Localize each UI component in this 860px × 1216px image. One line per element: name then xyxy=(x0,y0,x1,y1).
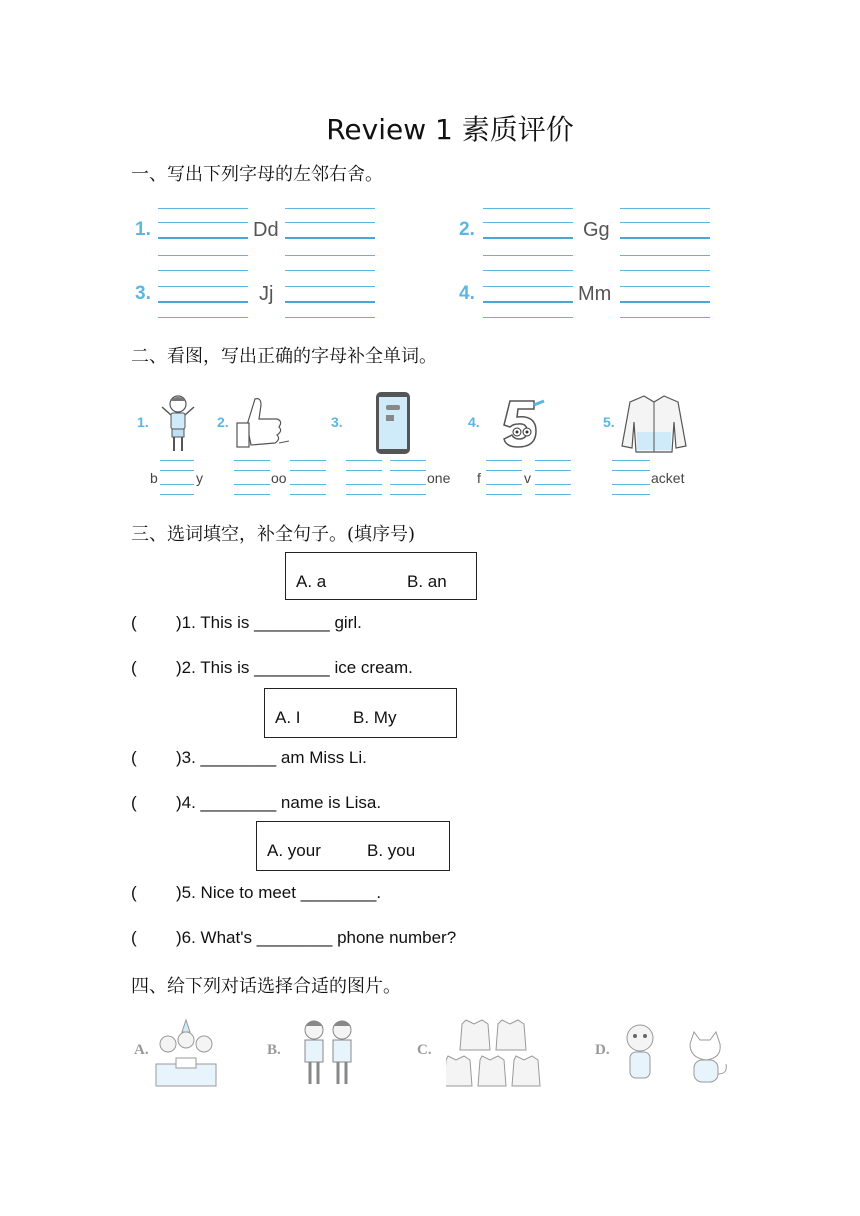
writing-line xyxy=(285,317,375,318)
writing-line xyxy=(483,222,573,223)
writing-line xyxy=(620,317,710,318)
writing-line xyxy=(234,460,270,461)
answer-line[interactable] xyxy=(483,301,573,303)
options-box xyxy=(256,821,450,871)
writing-line xyxy=(158,255,248,256)
writing-line xyxy=(483,255,573,256)
writing-line xyxy=(483,208,573,209)
option-a: A. a xyxy=(296,572,327,591)
section-2-heading: 二、看图，写出正确的字母补全单词。 xyxy=(131,346,437,367)
answer-line[interactable] xyxy=(285,237,375,239)
two-boys-icon[interactable] xyxy=(296,1016,360,1088)
answer-paren[interactable]: ( xyxy=(131,883,137,902)
letter-prompt: Jj xyxy=(259,283,274,305)
question-text: )1. This is ________ girl. xyxy=(176,613,362,632)
writing-line xyxy=(158,270,248,271)
answer-paren[interactable]: ( xyxy=(131,658,137,677)
answer-line[interactable] xyxy=(620,301,710,303)
writing-line xyxy=(160,460,194,461)
writing-line xyxy=(483,286,573,287)
letter-prompt: Gg xyxy=(583,219,610,241)
jackets-icon[interactable] xyxy=(446,1018,544,1088)
writing-line xyxy=(535,494,571,495)
letter-prompt: Dd xyxy=(253,219,279,241)
word-prefix: b xyxy=(150,470,158,486)
picture-label: A. xyxy=(134,1042,149,1058)
writing-line xyxy=(285,208,375,209)
answer-line[interactable] xyxy=(390,484,426,485)
question-text: )2. This is ________ ice cream. xyxy=(176,658,413,677)
word-suffix: oo xyxy=(271,470,287,486)
word-suffix: y xyxy=(196,470,203,486)
writing-line xyxy=(390,494,426,495)
section-4-heading: 四、给下列对话选择合适的图片。 xyxy=(131,976,401,997)
word-suffix: acket xyxy=(651,470,685,486)
writing-line xyxy=(234,470,270,471)
item-number: 4. xyxy=(459,283,475,304)
word-prefix: f xyxy=(477,470,481,486)
writing-line xyxy=(486,460,522,461)
item-number: 3. xyxy=(135,283,151,304)
option-b: B. an xyxy=(407,572,447,591)
answer-line[interactable] xyxy=(160,484,194,485)
birthday-party-icon[interactable] xyxy=(154,1018,218,1088)
writing-line xyxy=(285,222,375,223)
question-text: )6. What's ________ phone number? xyxy=(176,928,457,947)
writing-line xyxy=(620,286,710,287)
writing-line xyxy=(483,317,573,318)
picture-label: B. xyxy=(267,1042,281,1058)
question-text: )3. ________ am Miss Li. xyxy=(176,748,367,767)
answer-line[interactable] xyxy=(346,484,382,485)
picture-label: D. xyxy=(595,1042,610,1058)
writing-line xyxy=(158,286,248,287)
item-number: 1. xyxy=(137,414,149,430)
word-suffix: one xyxy=(427,470,451,486)
writing-line xyxy=(285,255,375,256)
writing-line xyxy=(290,494,326,495)
question-text: )4. ________ name is Lisa. xyxy=(176,793,382,812)
item-number: 1. xyxy=(135,219,151,240)
thumb-up-icon xyxy=(233,395,289,453)
writing-line xyxy=(160,494,194,495)
options-box xyxy=(264,688,457,738)
option-b: B. you xyxy=(367,841,416,860)
section-3-heading: 三、选词填空，补全句子。(填序号) xyxy=(131,524,416,545)
answer-line[interactable] xyxy=(535,484,571,485)
writing-line xyxy=(620,270,710,271)
jacket-icon xyxy=(620,392,688,456)
picture-label: C. xyxy=(417,1042,432,1058)
writing-line xyxy=(285,286,375,287)
writing-line xyxy=(486,494,522,495)
letter-prompt: Mm xyxy=(578,283,612,305)
writing-line xyxy=(158,222,248,223)
answer-paren[interactable]: ( xyxy=(131,613,137,632)
answer-line[interactable] xyxy=(290,484,326,485)
writing-line xyxy=(612,470,650,471)
writing-line xyxy=(290,470,326,471)
answer-line[interactable] xyxy=(285,301,375,303)
writing-line xyxy=(285,270,375,271)
writing-line xyxy=(158,317,248,318)
writing-line xyxy=(390,460,426,461)
question-text: )5. Nice to meet ________. xyxy=(176,883,382,902)
answer-line[interactable] xyxy=(612,484,650,485)
boy-icon xyxy=(158,393,198,455)
item-number: 3. xyxy=(331,414,343,430)
answer-paren[interactable]: ( xyxy=(131,793,137,812)
writing-line xyxy=(486,470,522,471)
writing-line xyxy=(620,208,710,209)
writing-line xyxy=(612,460,650,461)
item-number: 2. xyxy=(217,414,229,430)
answer-line[interactable] xyxy=(483,237,573,239)
option-a: A. your xyxy=(267,841,321,860)
writing-line xyxy=(290,460,326,461)
writing-line xyxy=(620,222,710,223)
answer-line[interactable] xyxy=(234,484,270,485)
answer-paren[interactable]: ( xyxy=(131,748,137,767)
writing-line xyxy=(160,470,194,471)
item-number: 2. xyxy=(459,219,475,240)
writing-line xyxy=(612,494,650,495)
phone-icon xyxy=(374,391,412,455)
answer-line[interactable] xyxy=(486,484,522,485)
section-1-heading: 一、写出下列字母的左邻右舍。 xyxy=(131,164,383,185)
writing-line xyxy=(346,494,382,495)
option-a: A. I xyxy=(275,708,301,727)
writing-line xyxy=(390,470,426,471)
option-b: B. My xyxy=(353,708,397,727)
monkey-and-cat-icon[interactable] xyxy=(620,1022,732,1088)
writing-line xyxy=(483,270,573,271)
item-number: 4. xyxy=(468,414,480,430)
writing-line xyxy=(158,208,248,209)
writing-line xyxy=(346,460,382,461)
item-number: 5. xyxy=(603,414,615,430)
answer-paren[interactable]: ( xyxy=(131,928,137,947)
answer-line[interactable] xyxy=(158,301,248,303)
page-title: Review 1 素质评价 xyxy=(326,113,574,146)
writing-line xyxy=(620,255,710,256)
number-five-icon xyxy=(500,397,548,451)
writing-line xyxy=(346,470,382,471)
writing-line xyxy=(234,494,270,495)
writing-line xyxy=(535,470,571,471)
options-box xyxy=(285,552,477,600)
writing-line xyxy=(535,460,571,461)
answer-line[interactable] xyxy=(620,237,710,239)
answer-line[interactable] xyxy=(158,237,248,239)
word-middle: v xyxy=(524,470,531,486)
